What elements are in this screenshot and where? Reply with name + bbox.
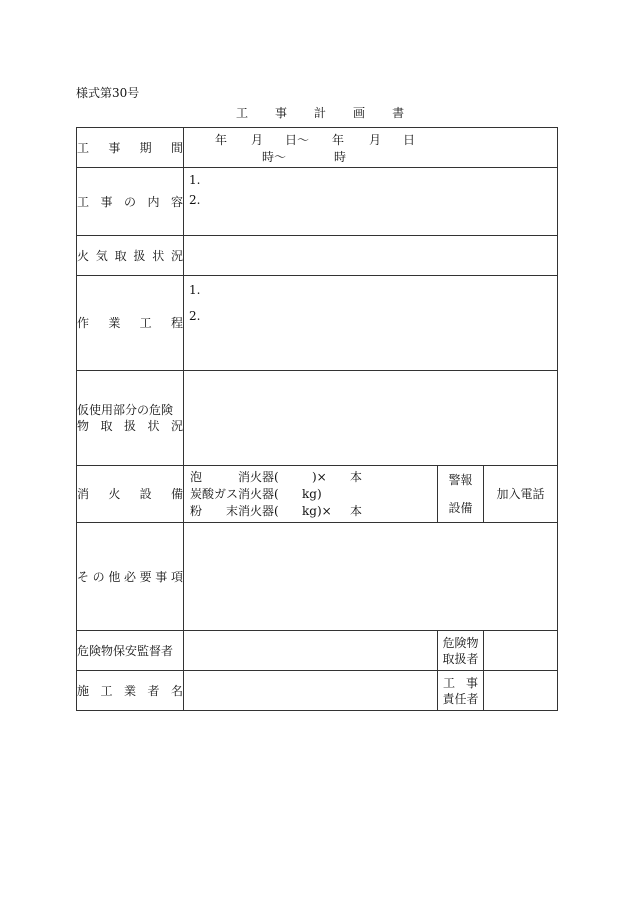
other-matters-field[interactable] [184,523,558,631]
process-item-2: 2. [189,309,201,323]
label-hazmat-supervisor: 危険物保安監督者 [77,631,184,671]
title-char: 書 [392,106,405,120]
extinguisher-co2: 炭酸ガス消火器( kg) [190,486,322,501]
label-fire-handling: 火 気 取 扱 状 況 [77,236,184,276]
construction-content-field[interactable] [184,168,558,236]
label-subscriber-phone: 加入電話 [484,466,558,523]
work-process-field[interactable] [184,276,558,371]
extinguisher-powder: 粉 末消火器( kg)× 本 [190,503,363,518]
construction-plan-table [76,127,558,711]
label-fire-extinguishing: 消 火 設 備 [77,466,184,523]
title-char: 画 [353,106,366,120]
form-number: 様式第30号 [76,86,140,100]
fire-handling-field[interactable] [184,236,558,276]
label-hazmat-handler: 危険物 取扱者 [438,631,484,671]
title-char: 工 [236,106,249,120]
process-item-1: 1. [189,283,201,297]
hazmat-handler-field[interactable] [484,631,558,671]
label-alarm-equipment: 警報 設備 [438,466,484,523]
extinguisher-field[interactable] [184,466,438,523]
contractor-name-field[interactable] [184,671,438,711]
hazmat-handling-field[interactable] [184,371,558,466]
label-construction-period: 工 事 期 間 [77,128,184,168]
label-other-matters: そ の 他 必 要 事 項 [77,523,184,631]
content-item-1: 1. [189,173,201,187]
label-hazmat-handling: 仮使用部分の危険 物 取 扱 状 況 [77,371,184,466]
label-construction-content: 工 事 の 内 容 [77,168,184,236]
content-item-2: 2. [189,193,201,207]
hazmat-supervisor-field[interactable] [184,631,438,671]
title-char: 計 [314,106,327,120]
label-work-process: 作 業 工 程 [77,276,184,371]
label-contractor-name: 施 工 業 者 名 [77,671,184,711]
construction-period-field[interactable]: 年 月 日〜 年 月 日 時〜 時 [184,128,558,168]
form-title [236,104,404,121]
extinguisher-foam: 泡 消火器( )× 本 [190,469,363,484]
label-construction-manager: 工 事 責任者 [438,671,484,711]
construction-manager-field[interactable] [484,671,558,711]
title-char: 事 [275,106,288,120]
